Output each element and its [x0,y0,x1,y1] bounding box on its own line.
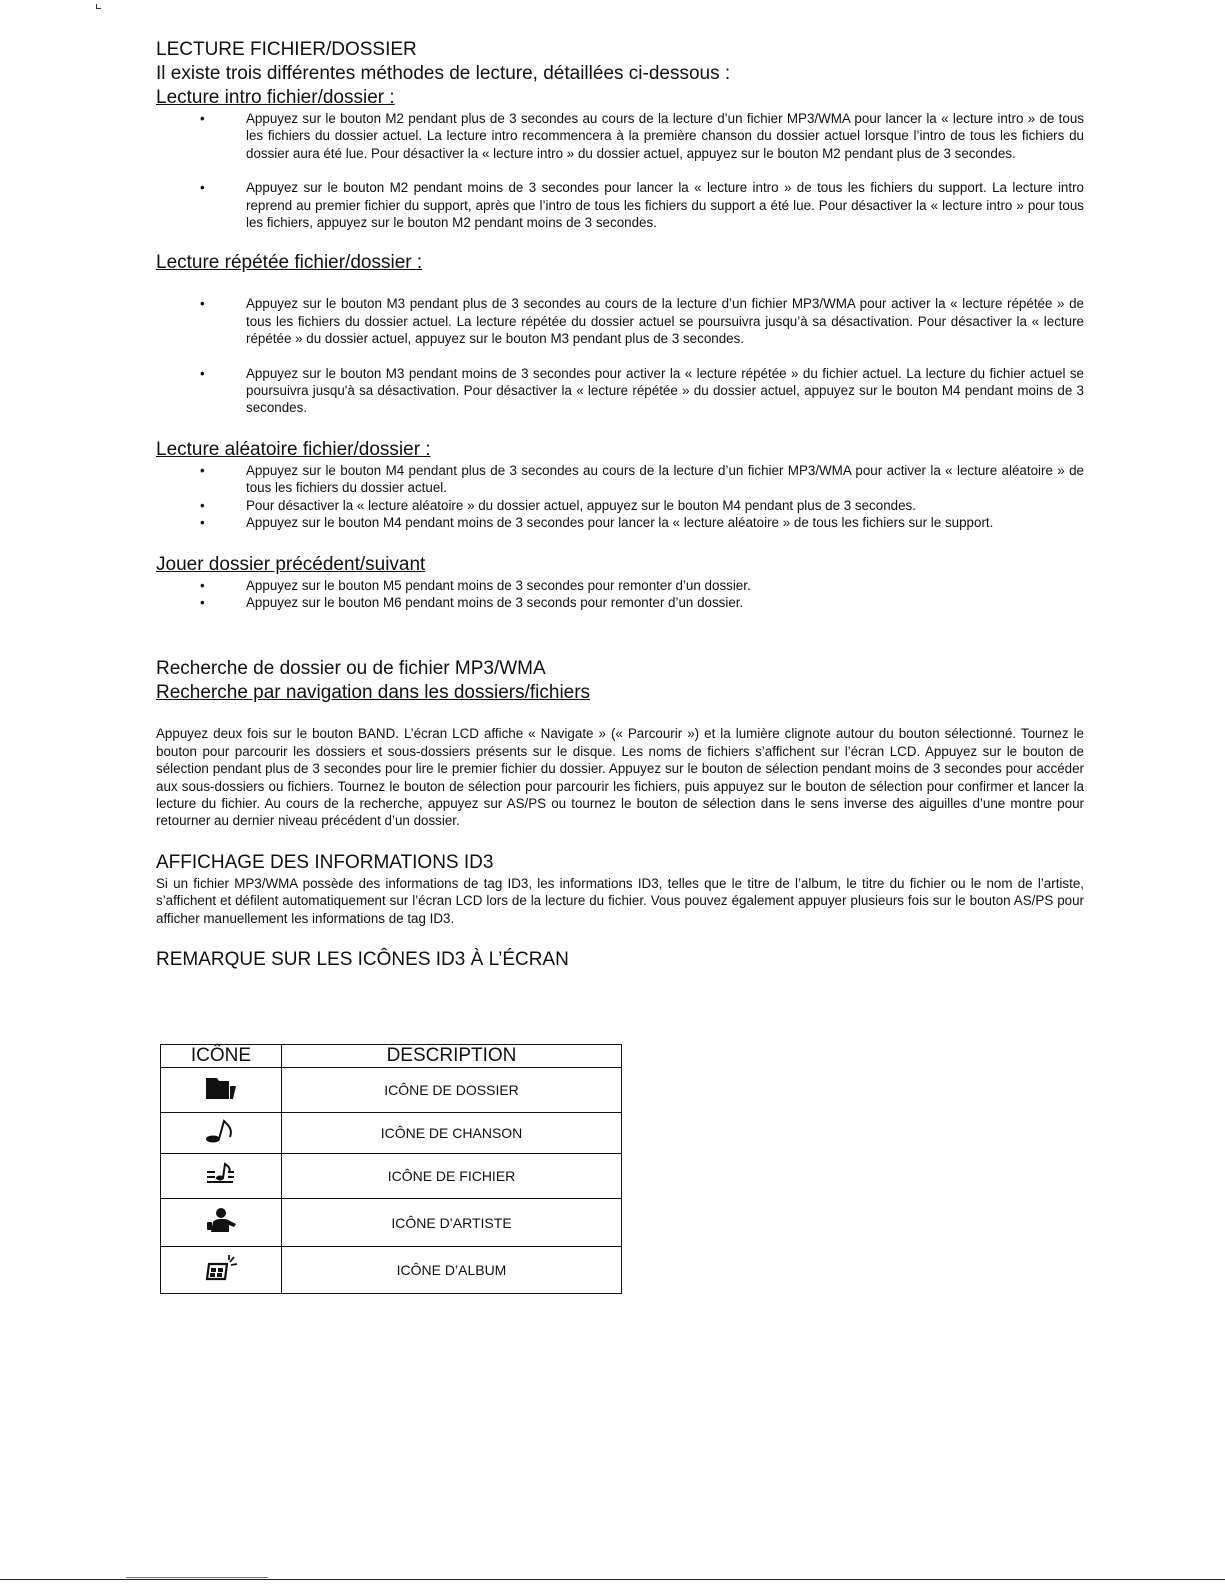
heading-remarque-icones: REMARQUE SUR LES ICÔNES ID3 À L’ÉCRAN [156,948,569,970]
folder-icon [203,1074,239,1102]
table-row [161,1154,622,1199]
heading-recherche: Recherche de dossier ou de fichier MP3/WMA [156,658,546,680]
heading-lecture-aleatoire: Lecture aléatoire fichier/dossier : [156,438,431,460]
page-content [156,38,1084,972]
list-item: • Appuyez sur le bouton M4 pendant moins de 3 secondes pour lancer la « lecture aléatoire » de tous les fichiers sur le support. [200,515,994,531]
crop-mark [96,4,101,9]
list-item: • Appuyez sur le bouton M3 pendant moins de 3 secondes pour activer la « lecture répétée » du fichier actuel. La lecture du fichier actuel se poursuivra jusqu'à sa désactivation. Pour désactiver la « lecture répétée » du dossier actuel, appuyez sur le bouton M4 pendant moins de 3 secondes. [200,365,1084,416]
bullet: • [200,365,205,381]
footer-rule [126,1577,268,1578]
bullet: • [200,111,205,126]
list-item: • Appuyez sur le bouton M2 pendant plus de 3 secondes au cours de la lecture d’un fichier MP3/WMA pour lancer la « lecture intro » de tous les fichiers du dossier actuel. La lecture intro recommencera à la première chanson du dossier actuel lorsque l’intro de tous les fichiers du dossier aura été lue. Pour désactiver la « lecture intro » du dossier actuel, appuyez sur le bouton M2 pendant plus de 3 secondes. [200,111,1084,161]
album-icon [203,1254,239,1282]
table-row [161,1113,622,1154]
bullet: • [200,497,205,513]
heading-lecture-repetee: Lecture répétée fichier/dossier : [156,252,423,274]
column-header-icon: ICÔNE [161,1045,282,1068]
list-item: • Appuyez sur le bouton M3 pendant plus de 3 secondes au cours de la lecture d’un fichier MP3/WMA pour activer la « lecture répétée » de tous les fichiers du dossier actuel. La lecture répétée du dossier actuel se poursuivra jusqu’à sa désactivation. Pour désactiver la « lecture répétée » du dossier actuel, appuyez sur le bouton M3 pendant plus de 3 secondes. [200,296,1084,347]
bullet: • [200,594,205,610]
list-item: • Appuyez sur le bouton M6 pendant moins de 3 seconds pour remonter d’un dossier. [200,594,744,610]
table-cell: ICÔNE D’ALBUM [282,1247,622,1294]
bullet: • [200,577,205,593]
file-icon [203,1160,239,1188]
list-dossier-precedent-suivant [156,577,1084,612]
paragraph-recherche: Appuyez deux fois sur le bouton BAND. L’écran LCD affiche « Navigate » (« Parcourir ») et la lumière clignote autour du bouton sélectionné. Tournez le bouton pour parcourir les dossiers et sous-dossiers présents sur le disque. Les noms de fichiers s’affichent sur l’écran LCD. Appuyez sur le bouton de sélection pendant plus de 3 secondes pour lire le premier fichier du dossier. Appuyez sur le bouton de sélection pendant moins de 3 secondes pour accéder aux sous-dossiers ou fichiers. Tournez le bouton de sélection pour parcourir les fichiers, puis appuyez sur le bouton de sélection pour confirmer et lancer la lecture du fichier. Au cours de la recherche, appuyez sur AS/PS ou tournez le bouton de sélection dans le sens inverse des aiguilles d’une montre pour retourner au dernier niveau précédent d’un dossier. [156,726,1084,829]
icon-table [160,1044,622,1294]
table-cell: ICÔNE DE CHANSON [282,1113,622,1154]
heading-lecture-intro: Lecture intro fichier/dossier : [156,87,395,108]
table-row [161,1068,622,1113]
list-item: • Appuyez sur le bouton M4 pendant plus de 3 secondes au cours de la lecture d’un fichier MP3/WMA pour activer la « lecture aléatoire » de tous les fichiers du dossier actuel. [200,462,1084,496]
bullet: • [200,462,205,478]
column-header-description: DESCRIPTION [282,1045,622,1068]
heading-dossier-precedent-suivant: Jouer dossier précédent/suivant [156,553,426,575]
list-lecture-intro [156,110,1084,231]
artist-icon [203,1206,239,1234]
intro-text: Il existe trois différentes méthodes de lecture, détaillées ci-dessous : [156,63,731,84]
list-item: • Pour désactiver la « lecture aléatoire » du dossier actuel, appuyez sur le bouton M4 pendant plus de 3 secondes. [200,497,916,513]
table-row [161,1247,622,1294]
heading-affichage-id3: AFFICHAGE DES INFORMATIONS ID3 [156,851,494,873]
list-item: • Appuyez sur le bouton M2 pendant moins de 3 secondes pour lancer la « lecture intro » de tous les fichiers du support. La lecture intro reprend au premier fichier du support, après que l’intro de tous les fichiers du support a été lue. Pour désactiver la « lecture intro » pour tous les fichiers, appuyez sur le bouton M2 pendant moins de 3 secondes. [200,180,1084,231]
list-lecture-aleatoire [156,462,1084,532]
bullet: • [200,180,205,196]
table-row [161,1199,622,1247]
subheading-recherche-navigation: Recherche par navigation dans les dossiers/fichiers [156,682,591,704]
song-icon [203,1117,239,1145]
page-bottom-edge [0,1579,1225,1580]
list-lecture-repetee [156,295,1084,416]
table-cell: ICÔNE DE FICHIER [282,1154,622,1199]
list-item: • Appuyez sur le bouton M5 pendant moins de 3 secondes pour remonter d’un dossier. [200,577,751,593]
bullet: • [200,515,205,531]
table-cell: ICÔNE D’ARTISTE [282,1199,622,1247]
section-title: LECTURE FICHIER/DOSSIER [156,39,417,60]
table-cell: ICÔNE DE DOSSIER [282,1068,622,1113]
bullet: • [200,296,205,312]
paragraph-id3: Si un fichier MP3/WMA possède des informations de tag ID3, les informations ID3, telles que le titre de l’album, le titre du fichier ou le nom de l’artiste, s’affichent et défilent automatiquement sur l’écran LCD lors de la lecture du fichier. Vous pouvez également appuyer plusieurs fois sur le bouton AS/PS pour afficher manuellement les informations de tag ID3. [156,875,1084,926]
